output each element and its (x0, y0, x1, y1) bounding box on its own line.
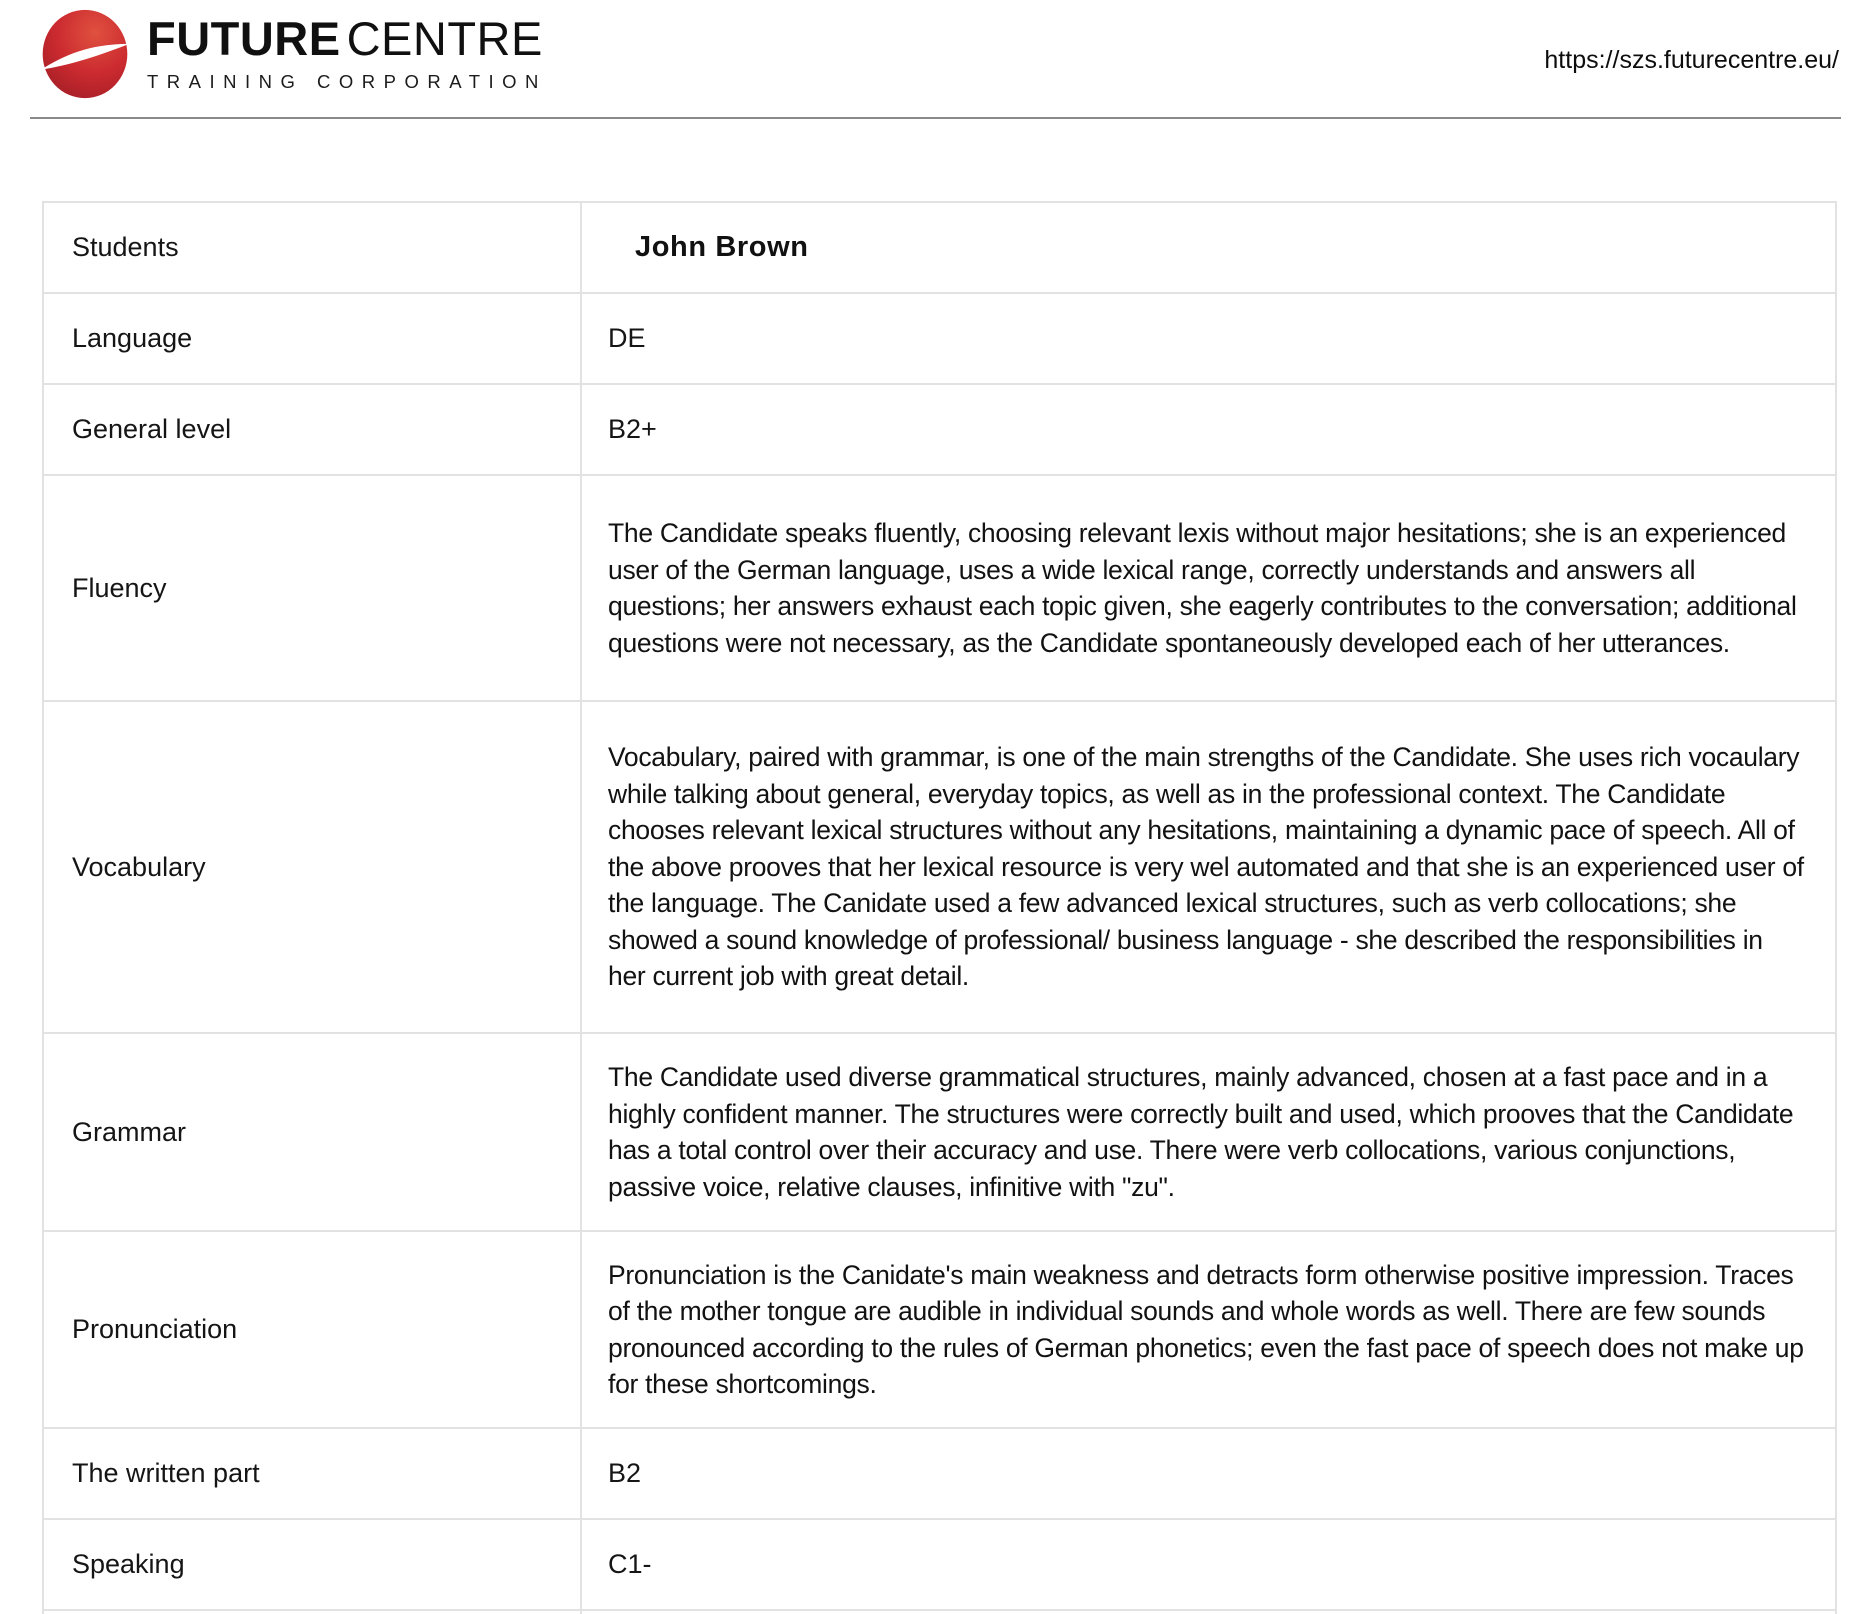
brand-name (147, 14, 547, 64)
site-url: https://szs.futurecentre.eu/ (1544, 46, 1839, 74)
table-row-fluency (43, 475, 1836, 701)
header-divider (30, 117, 1841, 119)
table-row-speaking (43, 1519, 1836, 1610)
brand-logo (35, 8, 547, 100)
row-label: General level (43, 384, 581, 475)
brand-name-light: CENTRE (346, 12, 543, 65)
table-row-students (43, 202, 1836, 293)
row-label: Pronunciation (43, 1231, 581, 1428)
row-label: Vocabulary (43, 701, 581, 1033)
row-label: Language (43, 293, 581, 384)
brand-text (147, 8, 547, 93)
table-row-written-part (43, 1428, 1836, 1519)
table-row-vocabulary (43, 701, 1836, 1033)
table-row-pronunciation (43, 1231, 1836, 1428)
table-row-grammar (43, 1033, 1836, 1231)
row-value: The Candidate speaks fluently, choosing relevant lexis without major hesitations; she is an experienced user of the German language, uses a wide lexical range, correctly understands and answers all questions; her answers exhaust each topic given, she eagerly contributes to the conversation; additional questions were not necessary, as the Candidate spontaneously developed each of her utterances. (608, 518, 1797, 658)
brand-subtitle: TRAINING CORPORATION (147, 71, 547, 92)
evaluation-table (42, 201, 1837, 1614)
row-value: Pronunciation is the Canidate's main weakness and detracts form otherwise positive impression. Traces of the mother tongue are audible in individual sounds and whole words as well. There are few sounds pronounced according to the rules of German phonetics; even the fast pace of speech does not make up for these shortcomings. (608, 1259, 1804, 1399)
row-label: The written part (43, 1428, 581, 1519)
row-value: The Candidate used diverse grammatical structures, mainly advanced, chosen at a fast pace and in a highly confident manner. The structures were correctly built and used, which prooves that the Candidate has a total control over their accuracy and use. There were verb collocations, various conjunctions, passive voice, relative clauses, infinitive with "zu". (608, 1062, 1794, 1202)
student-name: John Brown (635, 231, 809, 263)
row-value: B2 (581, 1428, 1836, 1519)
logo-mark-icon (35, 8, 135, 100)
row-value: C1- (581, 1519, 1836, 1610)
row-value: Vocabulary, paired with grammar, is one of the main strengths of the Candidate. She uses rich vocaulary while talking about general, everyday topics, as well as in the professional context. The Candidate chooses relevant lexical structures without any hesitations, maintaining a dynamic pace of speech. All of the above prooves that her lexical resource is very wel automated and that she is an experienced user of the language. The Canidate used a few advanced lexical structures, such as verb collocations; she showed a sound knowledge of professional/ business language - she described the responsibilities in her current job with great detail. (608, 742, 1804, 992)
table-row-cutoff (43, 1610, 1836, 1614)
header (0, 0, 1871, 117)
row-value: B2+ (581, 384, 1836, 475)
row-label: Grammar (43, 1033, 581, 1231)
row-label: Students (43, 202, 581, 293)
row-label: Fluency (43, 475, 581, 701)
table-row-language (43, 293, 1836, 384)
table-row-general-level (43, 384, 1836, 475)
brand-name-bold: FUTURE (147, 12, 341, 65)
row-value: DE (581, 293, 1836, 384)
row-label: Speaking (43, 1519, 581, 1610)
